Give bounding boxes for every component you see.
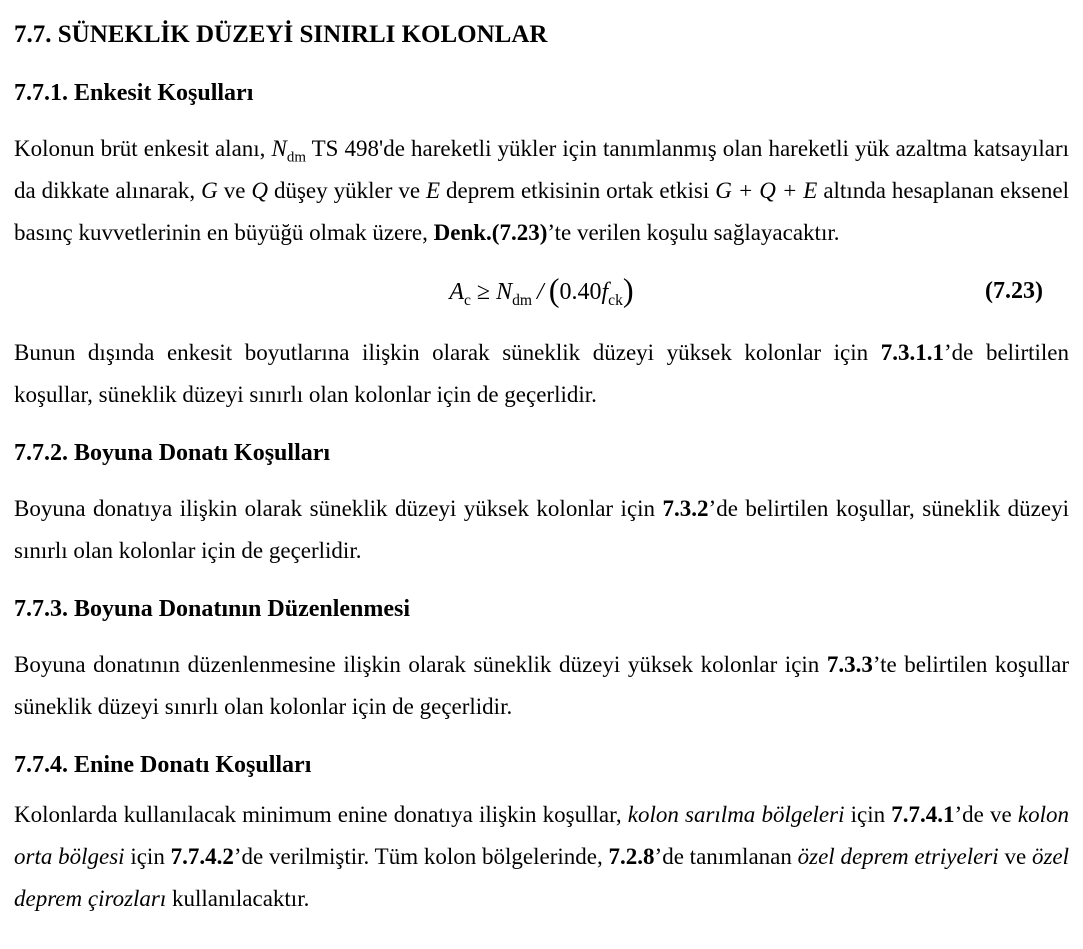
math-var-q: Q (251, 178, 269, 203)
text-run: ve (998, 844, 1032, 869)
equation-number: (7.23) (985, 278, 1043, 304)
text-run: ’de verilmiştir. Tüm kolon bölgelerinde, (233, 844, 609, 869)
text-run: ve (217, 178, 252, 203)
italic-term-ozel-deprem-cirozlari: özel deprem çirozları (14, 844, 1069, 911)
text-run: Kolonun brüt enkesit alanı, (14, 136, 272, 161)
paragraph-enkesit-1 (14, 128, 1069, 254)
text-run: ’de belirtilen koşullar, süneklik düzeyi sınırlı olan kolonlar için de geçerlidir. (14, 340, 1069, 407)
italic-term-orta-bolgesi: kolon orta bölgesi (14, 802, 1069, 869)
bold-ref-7-7-4-2: 7.7.4.2 (170, 844, 234, 869)
geq-symbol: ≥ (476, 279, 491, 305)
italic-term-sarilma-bolgeleri: kolon sarılma bölgeleri (627, 802, 845, 827)
text-run: ’te verilen koşulu sağlayacaktır. (547, 220, 840, 245)
paragraph-enine-donati (14, 794, 1069, 920)
divide-symbol: / (537, 279, 544, 305)
subsection-heading-7-7-4: 7.7.4. Enine Donatı Koşulları (14, 752, 312, 778)
math-sub-dm: dm (286, 149, 306, 166)
subsection-heading-7-7-1: 7.7.1. Enkesit Koşulları (14, 80, 254, 106)
italic-term-ozel-deprem-etriyeleri: özel deprem etriyeleri (797, 844, 999, 869)
bold-ref-7-3-3: 7.3.3 (826, 652, 873, 677)
section-title: 7.7. SÜNEKLİK DÜZEYİ SINIRLI KOLONLAR (14, 21, 548, 48)
paragraph-enkesit-2 (14, 332, 1069, 416)
text-run: ’de ve (954, 802, 1018, 827)
text-run: Boyuna donatıya ilişkin olarak süneklik düzeyi yüksek kolonlar için (14, 496, 663, 521)
math-var-ndm: N (271, 136, 287, 161)
bold-ref-denk-7-23: Denk.(7.23) (433, 220, 548, 245)
text-run: deprem etkisinin ortak etkisi (440, 178, 716, 203)
text-run: ’de tanımlanan (654, 844, 798, 869)
coefficient: 0.40 (559, 279, 602, 305)
math-var-ac: A (449, 279, 464, 305)
paragraph-boyuna-duzenleme (14, 644, 1069, 728)
bold-ref-7-3-2: 7.3.2 (662, 496, 709, 521)
math-sub-ck: ck (608, 291, 623, 309)
math-var-fck: f (601, 279, 609, 305)
right-paren: ) (622, 273, 634, 309)
math-var-g: G (201, 178, 218, 203)
math-expr-gqe: G + Q + E (715, 178, 818, 203)
bold-ref-7-3-1-1: 7.3.1.1 (880, 340, 944, 365)
text-run: Bunun dışında enkesit boyutlarına ilişkin olarak süneklik düzeyi yüksek kolonlar için (14, 340, 881, 365)
text-run: Boyuna donatının düzenlenmesine ilişkin olarak süneklik düzeyi yüksek kolonlar için (14, 652, 827, 677)
text-run: Kolonlarda kullanılacak minimum enine donatıya ilişkin koşullar, (14, 802, 628, 827)
math-sub-c: c (463, 291, 471, 309)
left-paren: ( (548, 273, 560, 309)
math-sub-dm: dm (512, 291, 533, 309)
equation-7-23 (14, 264, 1069, 318)
bold-ref-7-7-4-1: 7.7.4.1 (891, 802, 955, 827)
text-run: düşey yükler ve (268, 178, 427, 203)
text-run: için (844, 802, 892, 827)
equation-body (449, 273, 634, 309)
subsection-heading-7-7-2: 7.7.2. Boyuna Donatı Koşulları (14, 440, 331, 466)
text-run: altında hesaplanan eksenel basınç kuvvetlerinin en büyüğü olmak üzere, (14, 178, 1069, 245)
subsection-heading-7-7-3: 7.7.3. Boyuna Donatının Düzenlenmesi (14, 596, 411, 622)
math-var-ndm: N (496, 279, 513, 305)
text-run: ’te belirtilen koşullar süneklik düzeyi sınırlı olan kolonlar için de geçerlidir. (14, 652, 1069, 719)
text-run: için (124, 844, 171, 869)
text-run: ’de belirtilen koşullar, süneklik düzeyi sınırlı olan kolonlar için de geçerlidir. (14, 496, 1069, 563)
math-var-e: E (426, 178, 441, 203)
bold-ref-7-2-8: 7.2.8 (608, 844, 655, 869)
paragraph-boyuna-donati (14, 488, 1069, 572)
text-run: TS 498'de hareketli yükler için tanımlanmış olan hareketli yük azaltma katsayıları da dikkate alınarak, (14, 136, 1069, 203)
text-run: kullanılacaktır. (166, 886, 310, 911)
